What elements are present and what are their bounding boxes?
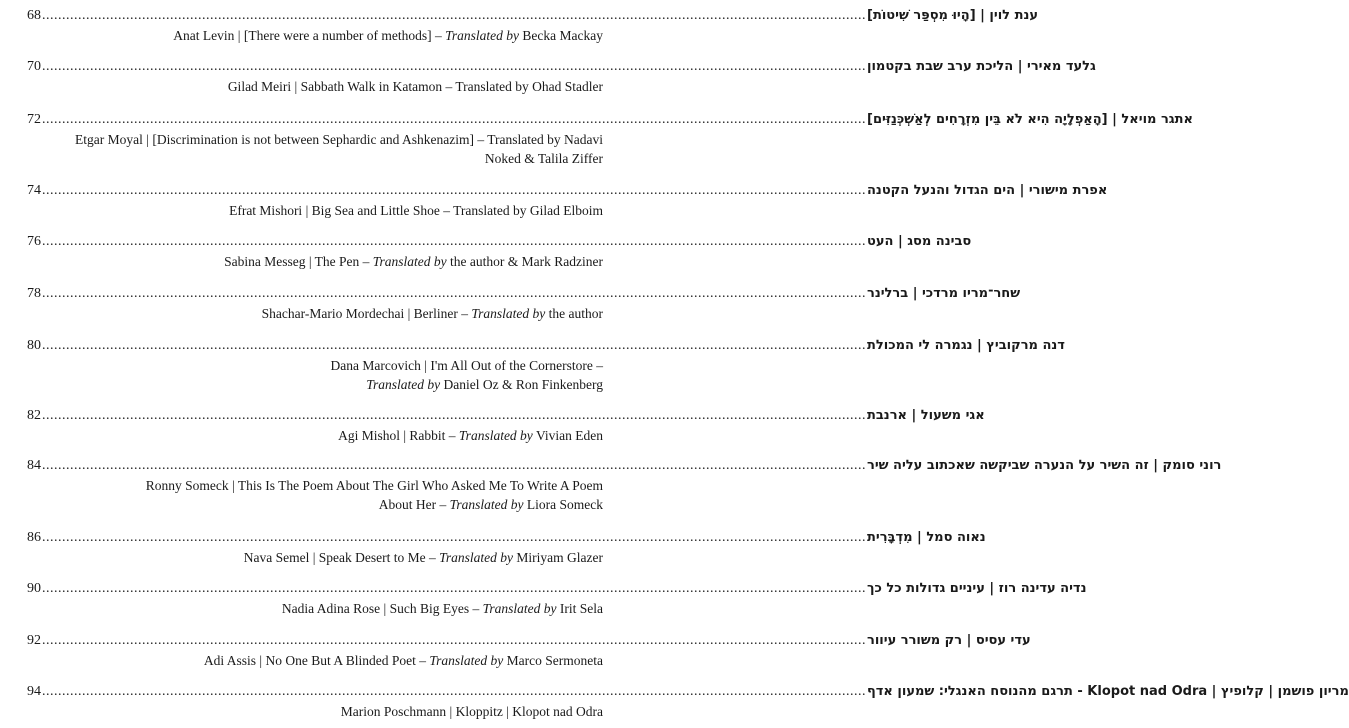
page-number: 90 [27,581,41,596]
leader-dots: .............................................................................................................................................................................................................. [42,8,866,23]
english-title-continued: About Her – Translated by Liora Someck [378,497,603,512]
english-title-continued: Noked & Talila Ziffer [484,151,603,166]
english-title: Nava Semel | Speak Desert to Me – Translated by Miriyam Glazer [243,550,603,565]
leader-dots: .............................................................................................................................................................................................................. [42,684,866,699]
leader-dots: .............................................................................................................................................................................................................. [42,338,866,353]
hebrew-title: שחר־מריו מרדכי | ברלינר [867,286,1021,301]
hebrew-title: רוני סומק | זה השיר על הנערה שביקשה שאכתוב עליה שיר [867,458,1222,473]
leader-dots: .............................................................................................................................................................................................................. [42,458,866,473]
page-number: 82 [27,408,41,423]
hebrew-title: אתגר מויאל | [הָאַפְלָיָה הִיא לֹא בֵּין מִזְרָחִים לְאַשְׁכְּנַזִּים] [867,112,1193,127]
hebrew-title: מריון פושמן | קלופיץ | Klopot nad Odra - תרגם מהנוסח האנגלי: שמעון אדף [867,684,1349,699]
english-title: Etgar Moyal | [Discrimination is not between Sephardic and Ashkenazim] – Translated by Nadavi [75,132,603,147]
leader-dots: .............................................................................................................................................................................................................. [42,530,866,545]
english-title: Agi Mishol | Rabbit – Translated by Vivian Eden [338,428,603,443]
english-title: Dana Marcovich | I'm All Out of the Cornerstore – [330,358,603,373]
page-number: 76 [27,234,41,249]
hebrew-title: נאוה סמל | מִדְבָּרִית [867,530,986,545]
hebrew-title: סבינה מסג | העט [867,234,972,249]
page-number: 80 [27,338,41,353]
english-title: Efrat Mishori | Big Sea and Little Shoe – Translated by Gilad Elboim [229,203,603,218]
hebrew-title: ענת לוין | [הָיוּ מִסְפַּר שִׁיטוֹת] [867,8,1039,23]
hebrew-title: נדיה עדינה רוז | עיניים גדולות כל כך [867,581,1087,596]
english-title: Nadia Adina Rose | Such Big Eyes – Translated by Irit Sela [281,601,603,616]
leader-dots: .............................................................................................................................................................................................................. [42,234,866,249]
page-number: 92 [27,633,41,648]
page-number: 78 [27,286,41,301]
page-number: 94 [27,684,41,699]
hebrew-title: דנה מרקוביץ | נגמרה לי המכולת [867,338,1065,353]
hebrew-title: עדי עסיס | רק משורר עיוור [867,633,1031,648]
leader-dots: .............................................................................................................................................................................................................. [42,59,866,74]
page-number: 68 [27,8,41,23]
english-title: Gilad Meiri | Sabbath Walk in Katamon – Translated by Ohad Stadler [227,79,603,94]
leader-dots: .............................................................................................................................................................................................................. [42,112,866,127]
page-number: 74 [27,183,41,198]
english-title: Anat Levin | [There were a number of methods] – Translated by Becka Mackay [173,28,603,43]
hebrew-title: אגי משעול | ארנבת [867,408,985,423]
leader-dots: .............................................................................................................................................................................................................. [42,408,866,423]
english-title: Ronny Someck | This Is The Poem About The Girl Who Asked Me To Write A Poem [145,478,603,493]
page-number: 86 [27,530,41,545]
leader-dots: .............................................................................................................................................................................................................. [42,286,866,301]
english-title: Sabina Messeg | The Pen – Translated by the author & Mark Radziner [224,254,603,269]
hebrew-title: אפרת מישורי | הים הגדול והנעל הקטנה [867,183,1108,198]
page-number: 70 [27,59,41,74]
english-title: Marion Poschmann | Kloppitz | Klopot nad Odra [340,704,603,719]
page-number: 84 [27,458,41,473]
hebrew-title: גלעד מאירי | הליכת ערב שבת בקטמון [867,59,1096,74]
english-title: Adi Assis | No One But A Blinded Poet – Translated by Marco Sermoneta [203,653,603,668]
page-number: 72 [27,112,41,127]
leader-dots: .............................................................................................................................................................................................................. [42,183,866,198]
leader-dots: .............................................................................................................................................................................................................. [42,633,866,648]
english-title: Shachar-Mario Mordechai | Berliner – Translated by the author [261,306,603,321]
english-title-continued: Translated by Daniel Oz & Ron Finkenberg [366,377,603,392]
leader-dots: .............................................................................................................................................................................................................. [42,581,866,596]
